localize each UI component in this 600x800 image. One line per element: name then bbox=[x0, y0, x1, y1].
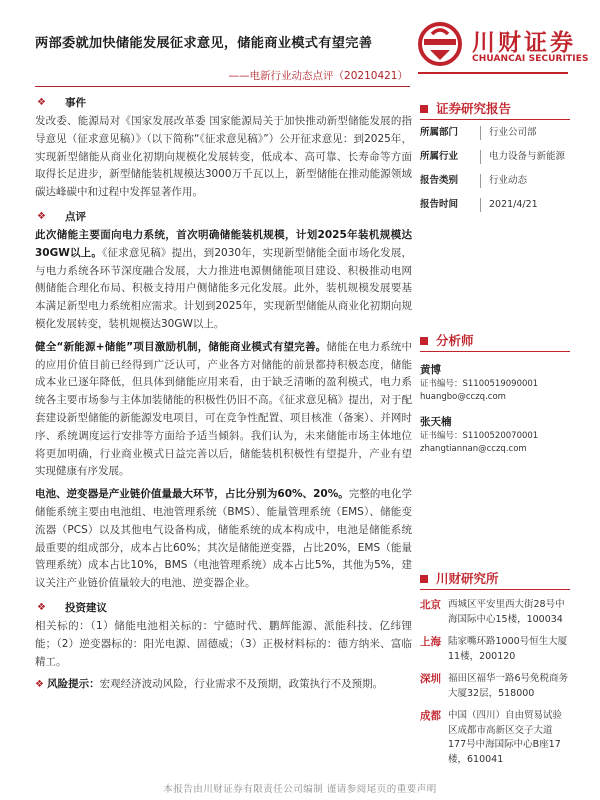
office-shenzhen bbox=[420, 672, 570, 701]
header-divider bbox=[35, 86, 410, 87]
info-divider bbox=[480, 198, 481, 212]
report-subtitle: ——电新行业动态点评（20210421） bbox=[228, 70, 408, 82]
office-chengdu bbox=[420, 709, 570, 767]
analyst-cert: 证书编号：S1100519090001 bbox=[420, 379, 539, 389]
section-heading-advice bbox=[35, 598, 412, 618]
section-title: 点评 bbox=[65, 210, 86, 223]
sidebar-heading-text: 证券研究报告 bbox=[436, 101, 512, 116]
section-title: 事件 bbox=[65, 97, 86, 109]
analyst-name: 黄博 bbox=[420, 364, 441, 376]
info-key: 所属行业 bbox=[420, 151, 459, 162]
info-value: 行业公司部 bbox=[489, 127, 537, 138]
report-title: 两部委就加快储能发展征求意见，储能商业模式有望完善 bbox=[35, 36, 373, 51]
sidebar-heading-text: 川财研究所 bbox=[436, 571, 499, 586]
sidebar-heading-text: 分析师 bbox=[436, 333, 474, 348]
risk-text: 宏观经济波动风险，行业需求不及预期，政策执行不及预期。 bbox=[99, 678, 384, 691]
office-city: 深圳 bbox=[420, 673, 441, 685]
info-value: 2021/4/21 bbox=[489, 199, 538, 210]
comment-paragraph-3 bbox=[35, 486, 412, 593]
diamond-bullet-icon: ❖ bbox=[37, 210, 46, 222]
info-key: 报告时间 bbox=[420, 199, 459, 210]
logo-name-en: CHUANCAI SECURITIES bbox=[472, 54, 589, 64]
comment-paragraph-1 bbox=[35, 227, 412, 334]
office-address: 陆家嘴环路1000号恒生大厦11楼，200120 bbox=[448, 636, 568, 662]
info-value: 行业动态 bbox=[489, 175, 528, 186]
office-address: 西城区平安里西大街28号中海国际中心15楼，100034 bbox=[448, 599, 565, 625]
info-key: 报告类别 bbox=[420, 175, 459, 186]
info-divider bbox=[480, 150, 481, 164]
analyst-card bbox=[420, 414, 570, 456]
analyst-email[interactable]: huangbo@cczq.com bbox=[420, 392, 506, 402]
page-footer: 本报告由川财证券有限责任公司编制 谨请参阅尾页的重要声明 bbox=[163, 784, 437, 795]
analyst-cert: 证书编号：S1100520070001 bbox=[420, 431, 539, 441]
company-logo bbox=[418, 20, 589, 70]
logo-divider bbox=[418, 72, 568, 74]
section-title: 投资建议 bbox=[65, 601, 107, 614]
analyst-heading bbox=[420, 330, 570, 352]
analyst-card bbox=[420, 362, 570, 404]
diamond-bullet-icon: ❖ bbox=[37, 601, 46, 613]
paragraph-body: 完整的电化学储能系统主要由电池组、电池管理系统（BMS）、能量管理系统（EMS）、储能变流器（PCS）以及其他电气设备构成，储能系统的成本构成中，电池是储能系统最重要的组成部分，成本占比60%；其次是储能逆变器，占比20%，EMS（能量管理系统）成本占比10%，BMS（电池管理系统）成本占比5%，其他为5%，建议关注产业链价值量较大的电池、逆变器企业。 bbox=[35, 488, 413, 590]
institute-heading bbox=[420, 568, 570, 590]
paragraph-lead: 此次储能主要面向电力系统，首次明确储能装机规模，计划2025年装机规模达30GW以上。 bbox=[35, 228, 412, 259]
paragraph-body: 储能在电力系统中的应用价值目前已经得到广泛认可，产业各方对储能的前景都持积极态度，储能成本业已逐年降低，但具体到储能应用来看，由于缺乏清晰的盈利模式，电力系统各主要市场参与主体加装储能的积极性仍旧不高。《征求意见稿》提出，对于配套建设新型储能的新能源发电项目，可在竞争性配置、项目核准（备案）、并网时序、系统调度运行安排等方面给予适当倾斜。我们认为，未来储能市场主体地位将更加明确，行业商业模式日益完善以后，储能装机积极性有望提升，产业有望实现健康有序发展。 bbox=[35, 340, 412, 478]
event-paragraph: 发改委、能源局对《国家发展改革委 国家能源局关于加快推动新型储能发展的指导意见（征求意见稿）》（以下简称“《征求意见稿》”）公开征求意见：到2025年，实现新型储能从商业化初期向规模化发展转变，低成本、高可靠、长寿命等方面取得长足进步，新型储能装机规模达3000万千瓦以上，新型储能在推动能源领域碳达峰碳中和过程中发挥显著作用。 bbox=[35, 115, 412, 199]
diamond-bullet-icon: ❖ bbox=[37, 97, 46, 108]
logo-mark-icon bbox=[418, 22, 462, 66]
paragraph-lead: 健全“新能源+储能”项目激励机制，储能商业模式有望完善。 bbox=[35, 340, 327, 353]
diamond-bullet-icon: ❖ bbox=[35, 679, 48, 691]
comment-paragraph-2 bbox=[35, 339, 412, 481]
logo-name-cn: 川财证券 bbox=[472, 30, 576, 56]
office-shanghai bbox=[420, 635, 570, 664]
info-key: 所属部门 bbox=[420, 127, 459, 138]
report-info-heading bbox=[420, 98, 570, 120]
advice-paragraph: 相关标的：（1）储能电池相关标的：宁德时代、鹏辉能源、派能科技、亿纬锂能；（2）逆变器标的：阳光电源、固德威；（3）正极材料标的：德方纳米、富临精工。 bbox=[35, 619, 412, 668]
office-city: 北京 bbox=[420, 599, 441, 611]
info-divider bbox=[480, 174, 481, 188]
sidebar bbox=[420, 98, 570, 767]
square-bullet-icon bbox=[420, 575, 428, 583]
office-city: 成都 bbox=[420, 710, 441, 722]
office-city: 上海 bbox=[420, 636, 441, 648]
section-heading-event bbox=[35, 93, 412, 113]
risk-label: 风险提示： bbox=[47, 678, 100, 691]
square-bullet-icon bbox=[420, 337, 428, 345]
analyst-name: 张天楠 bbox=[420, 416, 452, 428]
analyst-email[interactable]: zhangtiannan@cczq.com bbox=[420, 444, 527, 454]
info-row-industry bbox=[420, 150, 570, 164]
info-row-date bbox=[420, 198, 570, 212]
info-row-department bbox=[420, 126, 570, 140]
risk-paragraph bbox=[35, 676, 412, 694]
paragraph-body: 《征求意见稿》提出，到2030年，实现新型储能全面市场化发展，与电力系统各环节深度融合发展，大力推进电源侧储能项目建设、积极推动电网侧储能合理化布局、积极支持用户侧储能多元化发展。此外，装机规模发展要基本满足新型电力系统相应需求。计划到2025年，实现新型储能从商业化初期向规模化发展转变，装机规模达30GW以上。 bbox=[35, 246, 413, 330]
main-content bbox=[35, 93, 412, 699]
square-bullet-icon bbox=[420, 105, 428, 113]
section-heading-comment bbox=[35, 207, 412, 227]
paragraph-lead: 电池、逆变器是产业链价值量最大环节，占比分别为60%、20%。 bbox=[35, 488, 349, 501]
office-beijing bbox=[420, 598, 570, 627]
info-divider bbox=[480, 126, 481, 140]
office-address: 中国（四川）自由贸易试验区成都市高新区交子大道177号中海国际中心B座17楼，610041 bbox=[448, 710, 563, 765]
office-address: 福田区福华一路6号免税商务大厦32层，518000 bbox=[448, 673, 569, 699]
info-value: 电力设备与新能源 bbox=[489, 151, 566, 162]
info-row-category bbox=[420, 174, 570, 188]
